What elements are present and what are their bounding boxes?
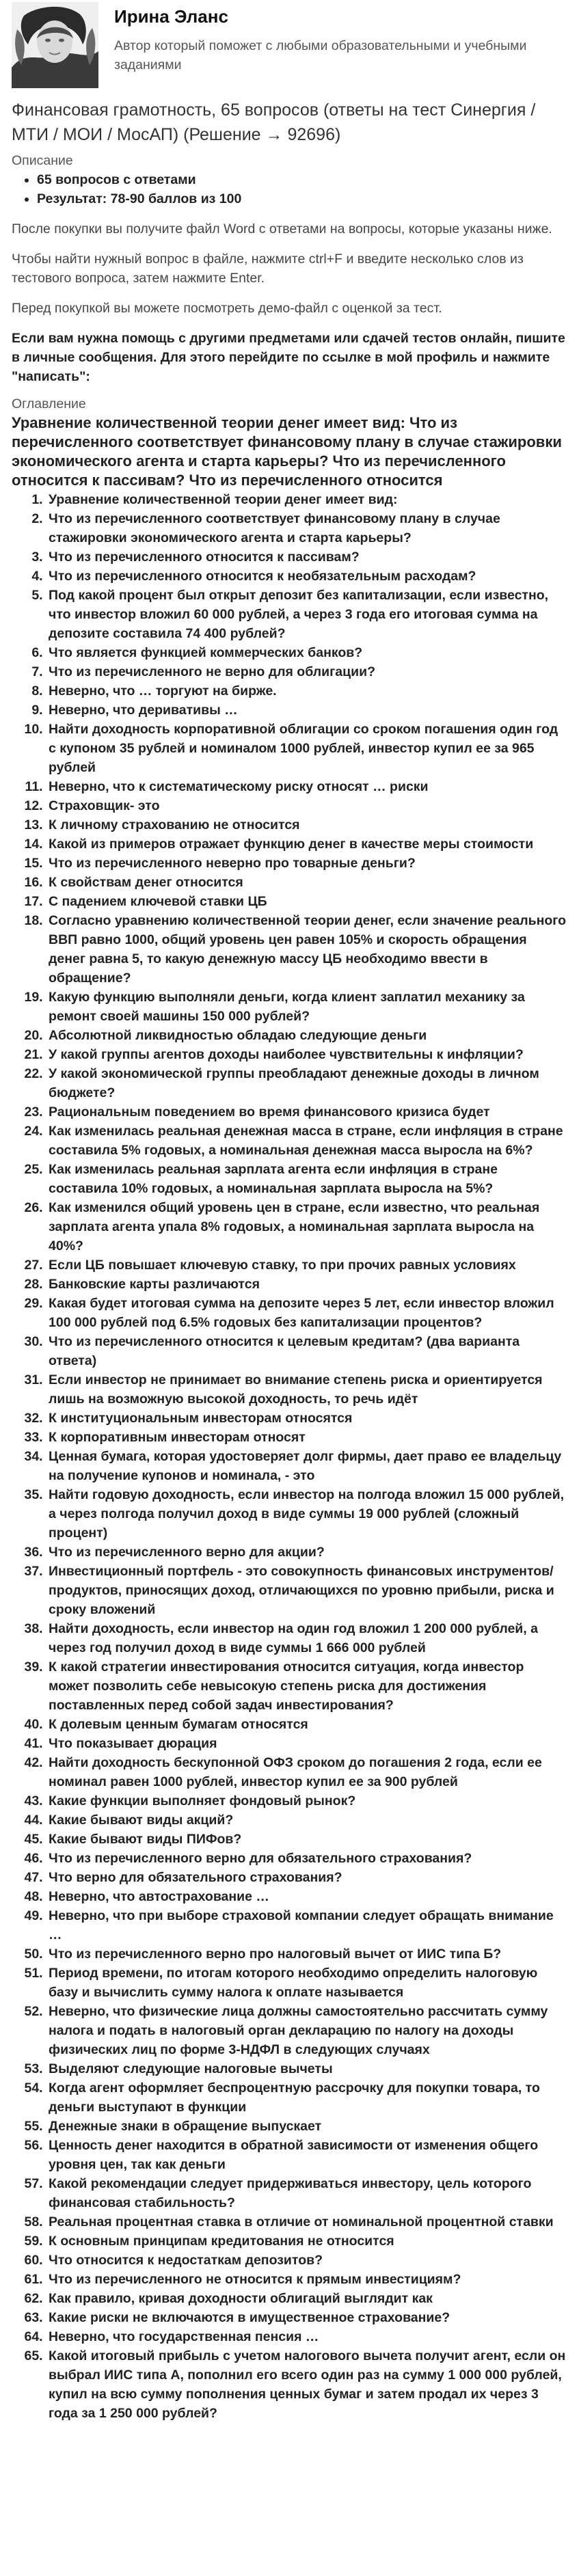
summary-list xyxy=(12,170,567,208)
author-avatar[interactable] xyxy=(12,2,98,88)
question-item: 4. Что из перечисленного относится к необязательным расходам? xyxy=(46,567,567,586)
question-item: 2. Что из перечисленного соответствует финансовому плану в случае стажировки экономического агента и старта карьеры? xyxy=(46,509,567,547)
question-item: 47. Что верно для обязательного страхования? xyxy=(46,1868,567,1887)
question-item: 21. У какой группы агентов доходы наиболее чувствительны к инфляции? xyxy=(46,1045,567,1064)
question-item: 49. Неверно, что при выборе страховой компании следует обращать внимание … xyxy=(46,1906,567,1944)
question-item: 56. Ценность денег находится в обратной зависимости от изменения общего уровня цен, так как деньги xyxy=(46,2136,567,2174)
product-title: Финансовая грамотность, 65 вопросов (ответы на тест Синергия / МТИ / МОИ / МосАП) (Решение → 92696) xyxy=(12,100,536,144)
question-item: 40. К долевым ценным бумагам относятся xyxy=(46,1715,567,1734)
question-item: 54. Когда агент оформляет беспроцентную рассрочку для покупки товара, то деньги выступают в функции xyxy=(46,2078,567,2117)
question-item: 25. Как изменилась реальная зарплата агента если инфляция в стране составила 10% годовых, а номинальная зарплата выросла на 5%? xyxy=(46,1160,567,1198)
description-label: Описание xyxy=(12,153,73,168)
question-item: 29. Какая будет итоговая сумма на депозите через 5 лет, если инвестор вложил 100 000 рублей под 6.5% годовых без капитализации процентов? xyxy=(46,1294,567,1332)
author-card xyxy=(12,0,567,90)
question-item: 36. Что из перечисленного верно для акции? xyxy=(46,1543,567,1562)
question-item: 52. Неверно, что физические лица должны самостоятельно рассчитать сумму налога и подать в налоговый орган декларацию по налогу на доходы физических лиц по форме 3-НДФЛ в следующих случаях xyxy=(46,2002,567,2059)
question-item: 63. Какие риски не включаются в имущественное страхование? xyxy=(46,2308,567,2327)
question-item: 22. У какой экономической группы преобладают денежные доходы в личном бюджете? xyxy=(46,1064,567,1102)
toc-heading: Уравнение количественной теории денег имеет вид: Что из перечисленного соответствует финансовому плану в случае стажировки экономического агента и старта карьеры? Что из перечисленного относится к пассивам? Что из перечисленного относится xyxy=(12,414,562,489)
question-item: 42. Найти доходность бескупонной ОФЗ сроком до погашения 2 года, если ее номинал равен 1000 рублей, инвестор купил ее за 900 рублей xyxy=(46,1753,567,1791)
question-item: 39. К какой стратегии инвестирования относится ситуация, когда инвестор может позволить себе невысокую степень риска для достижения поставленных перед собой задач инвестирования? xyxy=(46,1657,567,1715)
question-item: 5. Под какой процент был открыт депозит без капитализации, если известно, что инвестор вложил 60 000 рублей, а через 3 года его итоговая сумма на депозите составила 74 400 рублей? xyxy=(46,586,567,643)
toc-label: Оглавление xyxy=(12,396,86,411)
question-item: 6. Что является функцией коммерческих банков? xyxy=(46,643,567,662)
list-item: • Результат: 78-90 баллов из 100 xyxy=(37,189,567,208)
question-item: 50. Что из перечисленного верно про налоговый вычет от ИИС типа Б? xyxy=(46,1944,567,1964)
question-item: 43. Какие функции выполняет фондовый рынок? xyxy=(46,1791,567,1811)
question-item: 37. Инвестиционный портфель - это совокупность финансовых инструментов/продуктов, приносящих доход, отличающихся по уровню прибыли, риска и сроку вложений xyxy=(46,1562,567,1619)
question-item: 45. Какие бывают виды ПИФов? xyxy=(46,1830,567,1849)
question-item: 48. Неверно, что автострахование … xyxy=(46,1887,567,1906)
question-item: 17. С падением ключевой ставки ЦБ xyxy=(46,892,567,911)
author-description: Автор который поможет с любыми образовательными и учебными заданиями xyxy=(114,38,527,72)
description-paragraph: Чтобы найти нужный вопрос в файле, нажмите ctrl+F и введите несколько слов из тестового вопроса, затем нажмите Enter. xyxy=(12,252,524,286)
author-name[interactable]: Ирина Эланс xyxy=(114,6,228,27)
question-item: 65. Какой итоговый прибыль с учетом налогового вычета получит агент, если он выбрал ИИС типа А, пополнил его всего один раз на сумму 1 000 000 рублей, купил на всю сумму пополнения ценных бумаг и затем продал их через 3 года за 1 250 000 рублей? xyxy=(46,2346,567,2423)
question-item: 15. Что из перечисленного неверно про товарные деньги? xyxy=(46,854,567,873)
question-item: 7. Что из перечисленного не верно для облигации? xyxy=(46,662,567,681)
question-item: 30. Что из перечисленного относится к целевым кредитам? (два варианта ответа) xyxy=(46,1332,567,1370)
question-item: 9. Неверно, что деривативы … xyxy=(46,701,567,720)
author-info xyxy=(114,2,567,74)
question-item: 3. Что из перечисленного относится к пассивам? xyxy=(46,547,567,567)
question-item: 10. Найти доходность корпоративной облигации со сроком погашения один год с купоном 35 рублей и номиналом 1000 рублей, инвестор купил ее за 965 рублей xyxy=(46,720,567,777)
question-item: 11. Неверно, что к систематическому риску относят … риски xyxy=(46,777,567,796)
question-item: 38. Найти доходность, если инвестор на один год вложил 1 200 000 рублей, а через год получил доход в виде суммы 1 666 000 рублей xyxy=(46,1619,567,1657)
question-item: 61. Что из перечисленного не относится к прямым инвестициям? xyxy=(46,2270,567,2289)
question-item: 44. Какие бывают виды акций? xyxy=(46,1811,567,1830)
question-item: 35. Найти годовую доходность, если инвестор на полгода вложил 15 000 рублей, а через полгода получил доход в виде суммы 19 000 рублей (сложный процент) xyxy=(46,1485,567,1543)
question-item: 14. Какой из примеров отражает функцию денег в качестве меры стоимости xyxy=(46,835,567,854)
question-item: 51. Период времени, по итогам которого необходимо определить налоговую базу и вычислить сумму налога к оплате называется xyxy=(46,1964,567,2002)
description-paragraph: Перед покупкой вы можете посмотреть демо-файл с оценкой за тест. xyxy=(12,301,442,316)
question-item: 32. К институциональным инвесторам относятся xyxy=(46,1409,567,1428)
question-item: 55. Денежные знаки в обращение выпускает xyxy=(46,2117,567,2136)
question-item: 27. Если ЦБ повышает ключевую ставку, то при прочих равных условиях xyxy=(46,1256,567,1275)
question-list xyxy=(12,490,567,2423)
question-item: 59. К основным принципам кредитования не относится xyxy=(46,2232,567,2251)
description-paragraph: После покупки вы получите файл Word с ответами на вопросы, которые указаны ниже. xyxy=(12,221,552,236)
question-item: 31. Если инвестор не принимает во внимание степень риска и ориентируется лишь на возможную высокой доходность, то речь идёт xyxy=(46,1370,567,1409)
question-item: 58. Реальная процентная ставка в отличие от номинальной процентной ставки xyxy=(46,2212,567,2232)
question-item: 46. Что из перечисленного верно для обязательного страхования? xyxy=(46,1849,567,1868)
question-item: 53. Выделяют следующие налоговые вычеты xyxy=(46,2059,567,2078)
question-item: 64. Неверно, что государственная пенсия … xyxy=(46,2327,567,2346)
question-item: 23. Рациональным поведением во время финансового кризиса будет xyxy=(46,1102,567,1122)
author-photo-icon xyxy=(12,2,98,88)
question-item: 62. Как правило, кривая доходности облигаций выглядит как xyxy=(46,2289,567,2308)
question-item: 60. Что относится к недостаткам депозитов? xyxy=(46,2251,567,2270)
question-item: 41. Что показывает дюрация xyxy=(46,1734,567,1753)
question-item: 1. Уравнение количественной теории денег имеет вид: xyxy=(46,490,567,509)
list-item: • 65 вопросов с ответами xyxy=(37,170,567,189)
question-item: 18. Согласно уравнению количественной теории денег, если значение реального ВВП равно 1000, общий уровень цен равен 105% и скорость обращения денег равна 5, то какую денежную массу ЦБ необходимо ввести в обращение? xyxy=(46,911,567,988)
question-item: 26. Как изменился общий уровень цен в стране, если известно, что реальная зарплата агента упала 8% годовых, а номинальная зарплата выросла на 40%? xyxy=(46,1198,567,1256)
question-item: 28. Банковские карты различаются xyxy=(46,1275,567,1294)
question-item: 34. Ценная бумага, которая удостоверяет долг фирмы, дает право ее владельцу на получение купонов и номинала, - это xyxy=(46,1447,567,1485)
question-item: 24. Как изменилась реальная денежная масса в стране, если инфляция в стране составила 5% годовых, а номинальная денежная масса выросла на 6%? xyxy=(46,1122,567,1160)
question-item: 57. Какой рекомендации следует придерживаться инвестору, цель которого финансовая стабильность? xyxy=(46,2174,567,2212)
question-item: 8. Неверно, что … торгуют на бирже. xyxy=(46,681,567,701)
question-item: 12. Страховщик- это xyxy=(46,796,567,815)
question-item: 20. Абсолютной ликвидностью обладаю следующие деньги xyxy=(46,1026,567,1045)
contact-text: Если вам нужна помощь с другими предметами или сдачей тестов онлайн, пишите в личные сообщения. Для этого перейдите по ссылке в мой профиль и нажмите "написать": xyxy=(12,331,565,384)
question-item: 33. К корпоративным инвесторам относят xyxy=(46,1428,567,1447)
question-item: 19. Какую функцию выполняли деньги, когда клиент заплатил механику за ремонт своей машины 150 000 рублей? xyxy=(46,988,567,1026)
question-item: 16. К свойствам денег относится xyxy=(46,873,567,892)
question-item: 13. К личному страхованию не относится xyxy=(46,815,567,835)
